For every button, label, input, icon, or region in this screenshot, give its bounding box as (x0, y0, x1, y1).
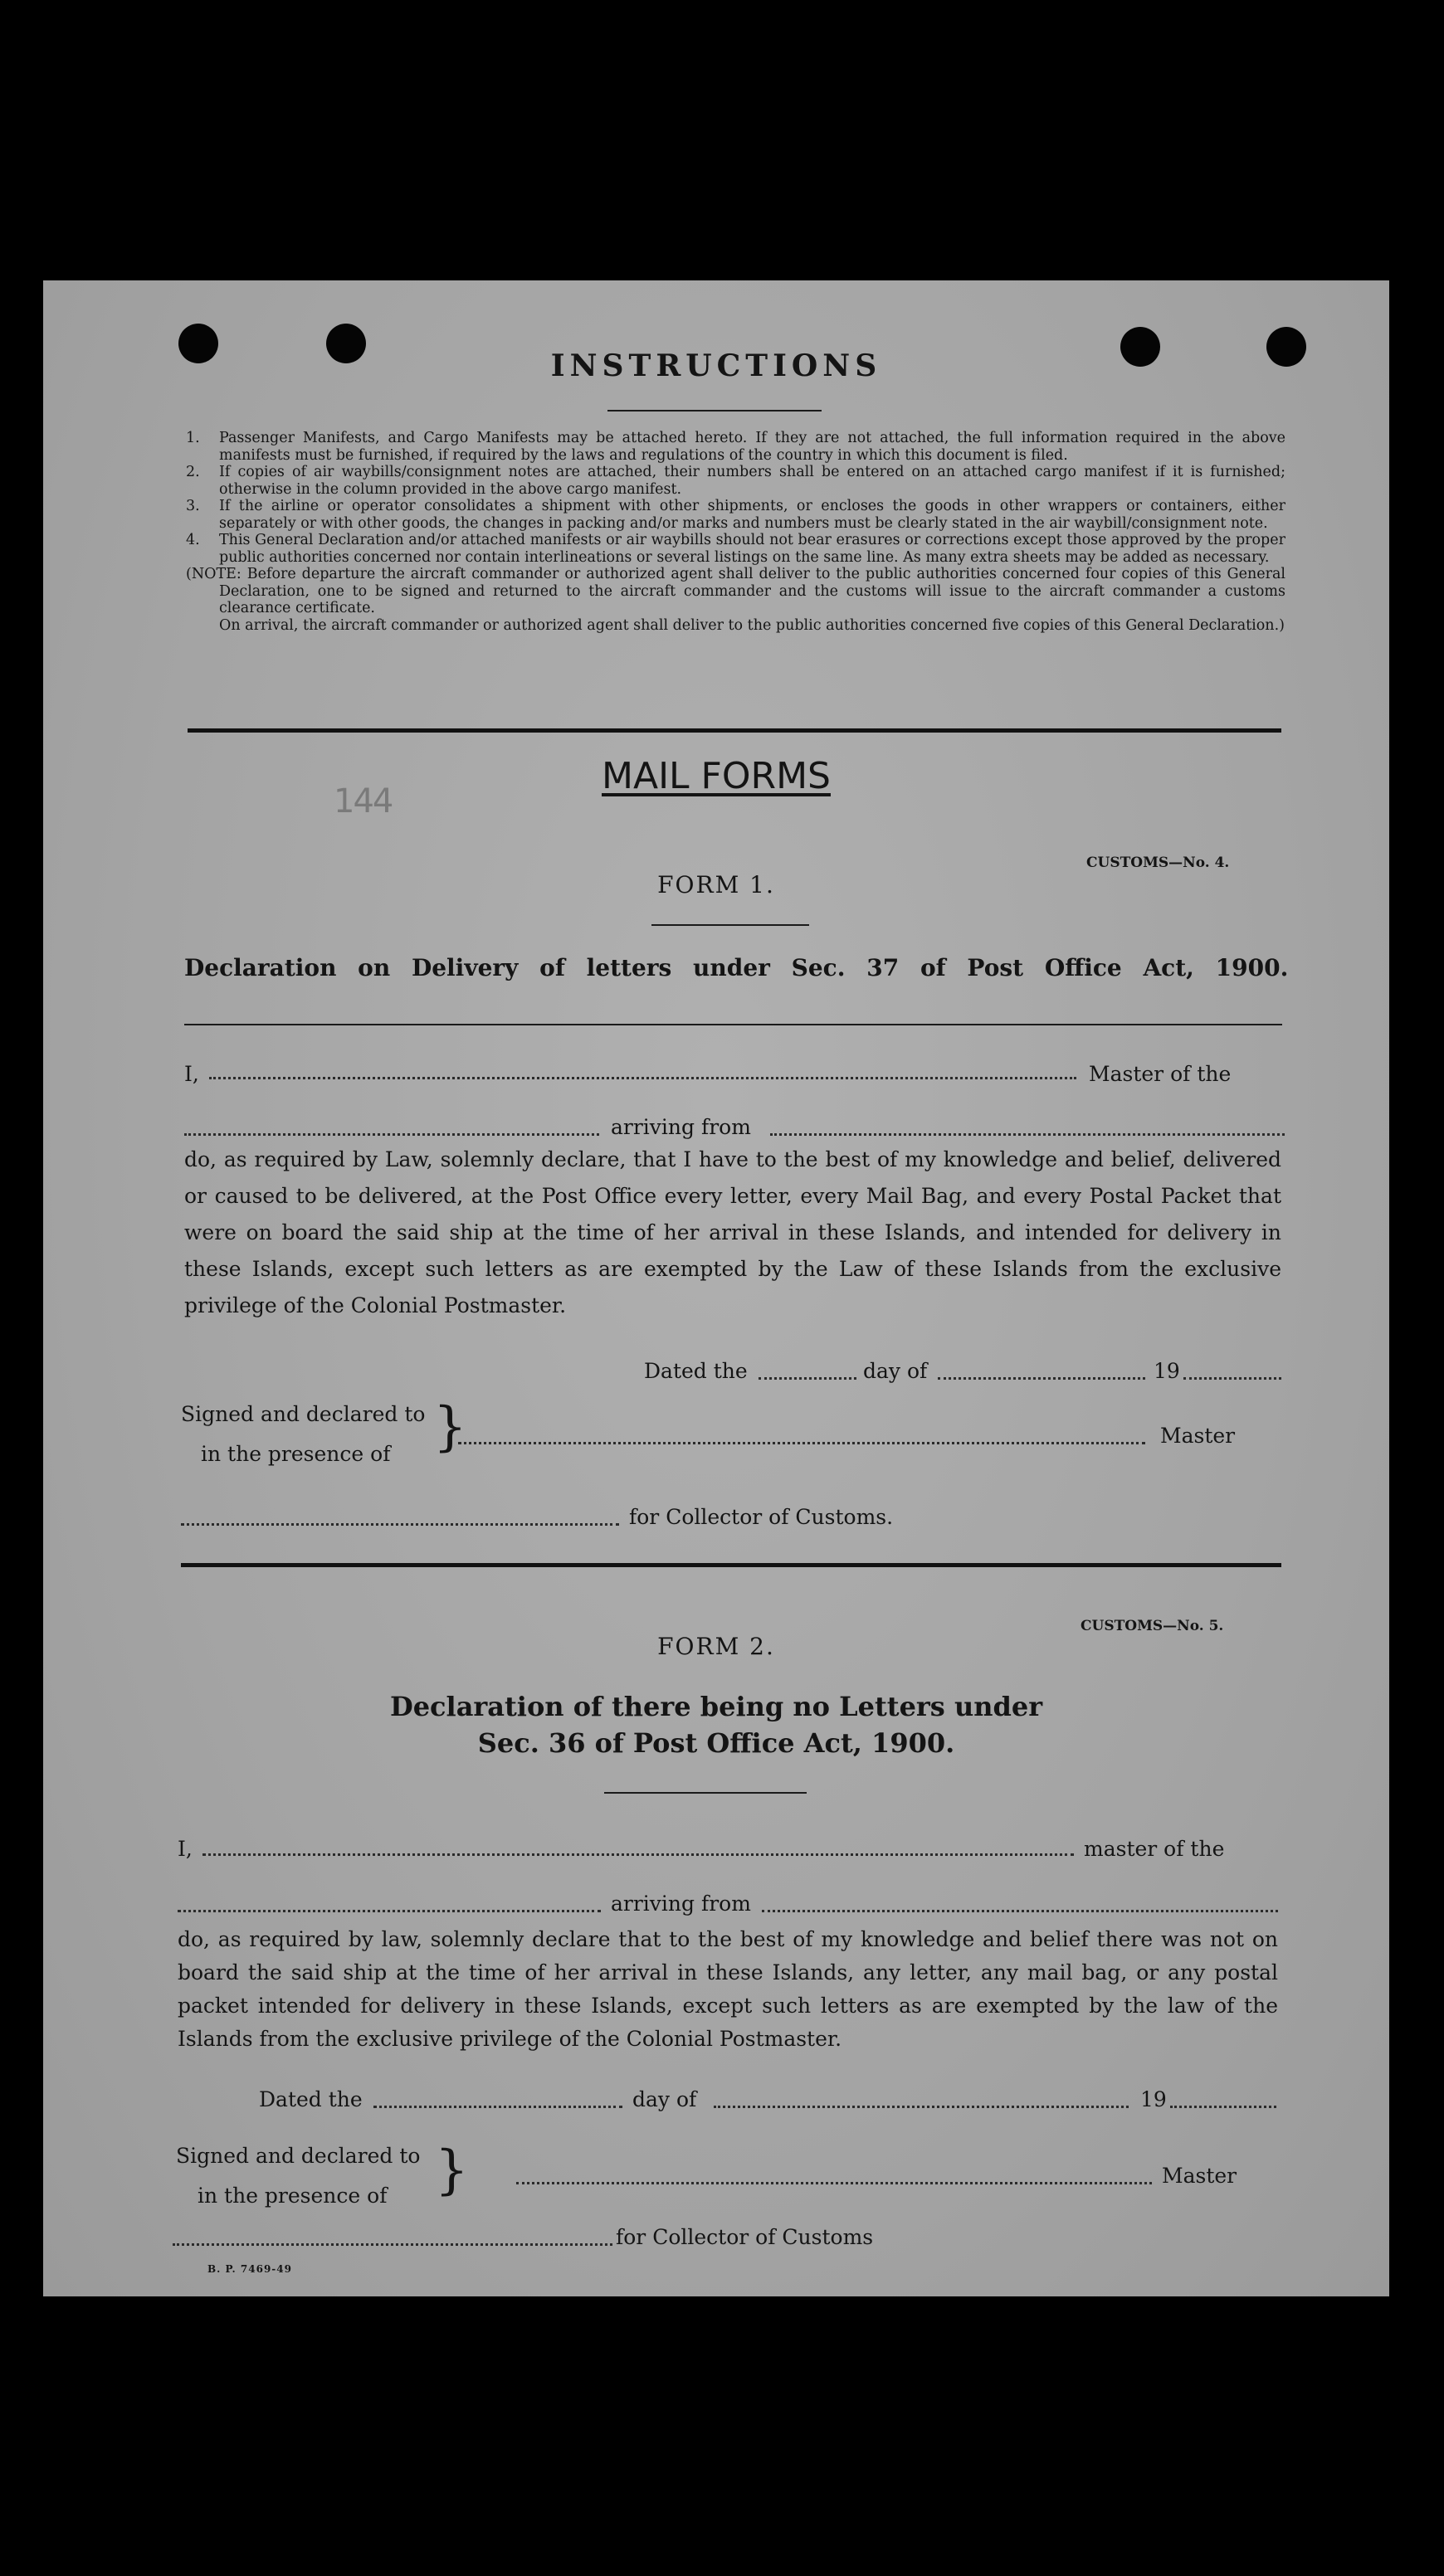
form2-day-of: day of (632, 2087, 697, 2111)
form1-body: do, as required by Law, solemnly declare, that I have to the best of my knowledge and belief, delivered or caused to be delivered, at the Post Office every letter, every Mail Bag, and every Postal Packet that were on board the said ship at the time of her arrival in these Islands, and intended for delivery in these Islands, except such letters as are exempted by the Law of these Islands from the exclusive privilege of the Colonial Postmaster. (184, 1147, 1281, 1317)
instruction-number: 3. (186, 498, 200, 514)
instruction-item: This General Declaration and/or attached manifests or air waybills should not bear erasures or corrections except those approved by the proper public authorities concerned nor contain interlineations or several listings on the same line. As many extra sheets may be added as necessary. (219, 532, 1285, 566)
form2-year-prefix: 19 (1140, 2087, 1167, 2111)
form1-master-of-the: Master of the (1089, 1062, 1232, 1086)
form1-name-field[interactable] (209, 1077, 1076, 1079)
form2-master-signature-field[interactable] (516, 2182, 1152, 2184)
form2-i-label: I, (178, 1837, 193, 1861)
form1-declaration-title: Declaration on Delivery of letters under Sec. 37 of Post Office Act, 1900. (184, 954, 1289, 981)
form2-origin-field[interactable] (762, 1910, 1278, 1912)
form2-dated-the: Dated the (259, 2087, 363, 2111)
form1-master-label: Master (1160, 1424, 1236, 1448)
instructions-title-underline (607, 410, 822, 411)
form1-dated-the: Dated the (644, 1359, 748, 1383)
form2-body: do, as required by law, solemnly declare that to the best of my knowledge and belief there was not on board the said ship at the time of her arrival in these Islands, any letter, any mail bag, or any postal packet intended for delivery in these Islands, except such letters as are exempted by the law of the Islands from the exclusive privilege of the Colonial Postmaster. (178, 1927, 1278, 2051)
form1-title: FORM 1. (657, 871, 775, 898)
form1-collector-label: for Collector of Customs. (629, 1505, 894, 1529)
form2-month-field[interactable] (714, 2106, 1129, 2108)
form1-year-prefix: 19 (1154, 1359, 1180, 1383)
form1-signed-line1: Signed and declared to (181, 1402, 426, 1426)
form1-day-field[interactable] (759, 1377, 856, 1380)
section-divider-middle (181, 1563, 1281, 1567)
form2-title: FORM 2. (657, 1633, 775, 1660)
mail-forms-title: MAIL FORMS (602, 755, 831, 797)
form2-name-field[interactable] (202, 1853, 1074, 1856)
form2-declaration-line1: Declaration of there being no Letters under (389, 1691, 1043, 1722)
form2-day-field[interactable] (373, 2106, 622, 2108)
form1-collector-signature-field[interactable] (181, 1523, 619, 1526)
form1-master-signature-field[interactable] (458, 1442, 1145, 1444)
form1-year-field[interactable] (1183, 1377, 1281, 1380)
form1-origin-field[interactable] (770, 1133, 1285, 1136)
instruction-note: (NOTE: Before departure the aircraft commander or authorized agent shall deliver to the public authorities concerned four copies of this General Declaration, one to be signed and returned to the aircraft commander and the customs will issue to the aircraft commander a customs clearance certificate. (186, 566, 1285, 616)
form1-customs-number: CUSTOMS—No. 4. (1086, 855, 1230, 871)
form1-i-label: I, (184, 1062, 199, 1086)
footer-print-code: B. P. 7469-49 (207, 2263, 292, 2275)
form2-collector-label: for Collector of Customs (616, 2225, 874, 2249)
instruction-note-arrival: On arrival, the aircraft commander or authorized agent shall deliver to the public authorities concerned five copies of this General Declaration.) (219, 616, 1285, 634)
form2-signed-line2: in the presence of (198, 2184, 388, 2208)
form1-ship-field[interactable] (184, 1133, 599, 1136)
form2-arriving-from: arriving from (611, 1892, 751, 1916)
form2-master-of-the: master of the (1084, 1837, 1225, 1861)
form2-collector-signature-field[interactable] (173, 2243, 612, 2246)
instruction-number: 4. (186, 532, 200, 548)
form2-title-underline (604, 1792, 807, 1794)
form2-master-label: Master (1162, 2164, 1237, 2188)
form1-day-of: day of (863, 1359, 928, 1383)
form2-customs-number: CUSTOMS—No. 5. (1081, 1618, 1224, 1634)
form1-signed-line2: in the presence of (201, 1442, 391, 1466)
form1-divider (184, 1024, 1282, 1025)
form2-year-field[interactable] (1170, 2106, 1276, 2108)
form2-ship-field[interactable] (178, 1910, 601, 1912)
section-divider-top (188, 728, 1281, 733)
form1-brace: } (433, 1396, 467, 1458)
form1-arriving-from: arriving from (611, 1115, 751, 1139)
page-number-stamp: 144 (334, 782, 393, 821)
form2-signed-line1: Signed and declared to (176, 2144, 421, 2168)
document-sheet (43, 280, 1389, 2296)
instruction-number: 2. (186, 464, 200, 480)
instructions-list (186, 430, 1285, 634)
instruction-item: If copies of air waybills/consignment notes are attached, their numbers shall be entered on an attached cargo manifest if it is furnished; otherwise in the column provided in the above cargo manifest. (219, 464, 1285, 498)
form1-title-underline (651, 924, 809, 926)
instruction-item: Passenger Manifests, and Cargo Manifests may be attached hereto. If they are not attached, the full information required in the above manifests must be furnished, if required by the laws and regulations of the country in which this document is filed. (219, 430, 1285, 464)
instruction-item: If the airline or operator consolidates a shipment with other shipments, or encloses the goods in other wrappers or containers, either separately or with other goods, the changes in packing and/or marks and numbers must be clearly stated in the air waybill/consignment note. (219, 498, 1285, 532)
form2-brace: } (435, 2140, 469, 2201)
instructions-title: INSTRUCTIONS (550, 348, 882, 383)
form1-month-field[interactable] (938, 1377, 1145, 1380)
instruction-number: 1. (186, 430, 200, 446)
form2-declaration-line2: Sec. 36 of Post Office Act, 1900. (477, 1727, 955, 1759)
